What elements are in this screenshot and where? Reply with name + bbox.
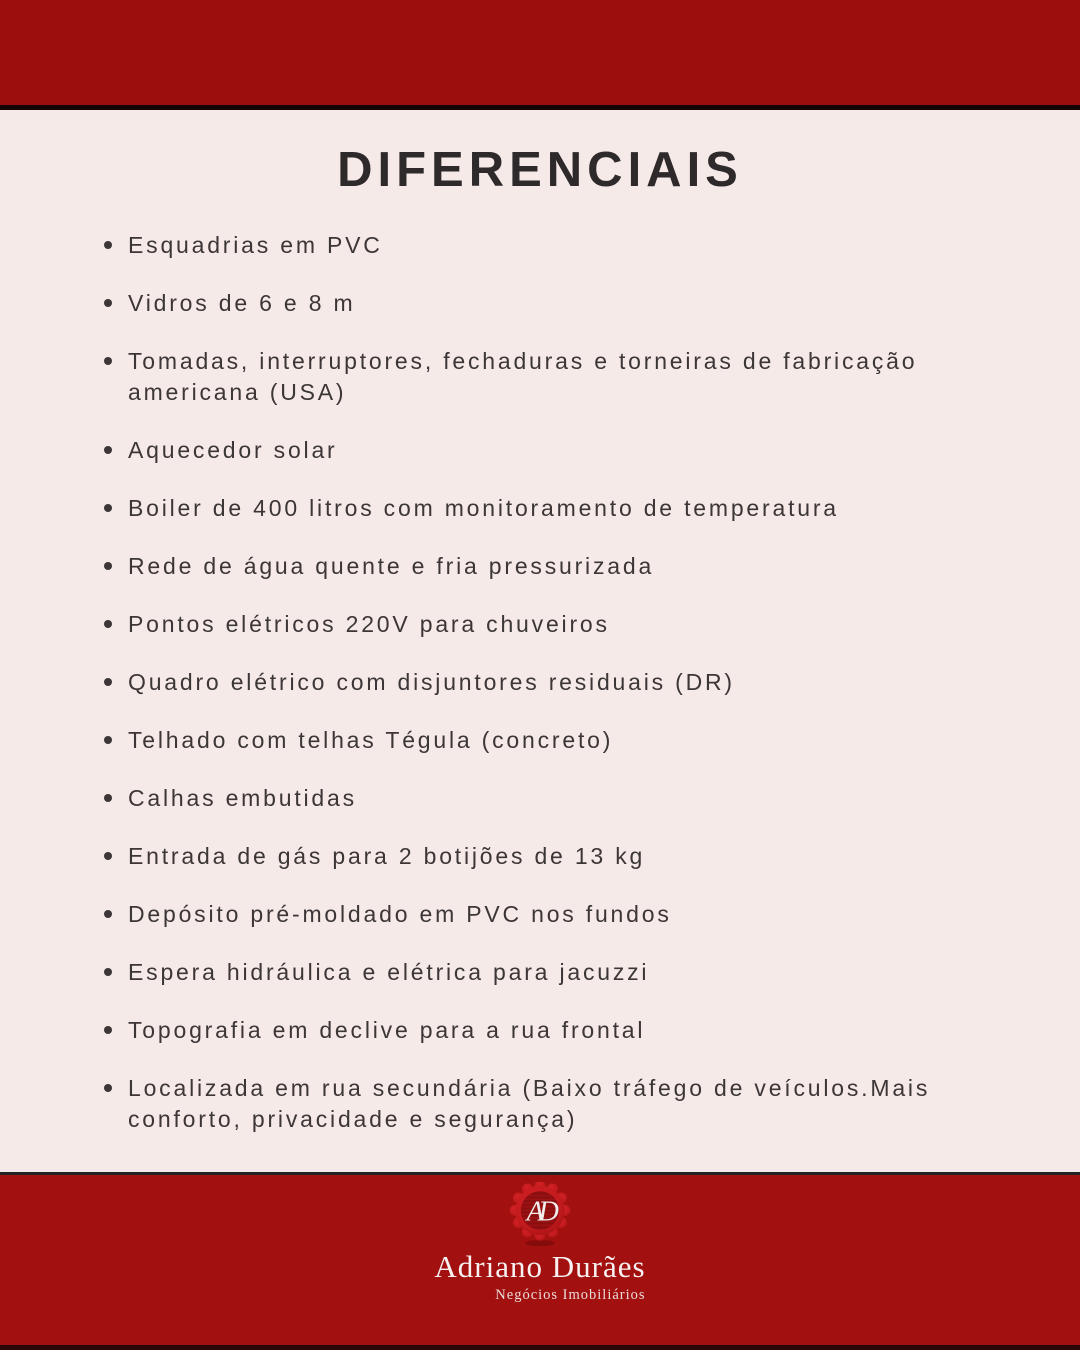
list-item-text: Aquecedor solar [128,437,338,463]
list-item-text: Telhado com telhas Tégula (concreto) [128,727,614,753]
list-item [104,288,996,319]
list-item [104,957,996,988]
list-item-text: Calhas embutidas [128,785,357,811]
list-item [104,1015,996,1046]
list-item [104,551,996,582]
list-item-text: Pontos elétricos 220V para chuveiros [128,611,610,637]
seal-monogram: AD [526,1196,554,1228]
feature-list [0,230,1080,1135]
header-bar [0,0,1080,110]
list-item [104,230,996,261]
bullet-icon [104,794,112,802]
brand-block [434,1250,645,1304]
list-item-text: Entrada de gás para 2 botijões de 13 kg [128,843,646,869]
brand-seal-icon [509,1182,571,1250]
bullet-icon [104,910,112,918]
list-item-text: Tomadas, interruptores, fechaduras e torneiras de fabricação americana (USA) [128,348,918,405]
footer-bar [0,1172,1080,1350]
brand-name: Adriano Durães [434,1249,646,1284]
bullet-icon [104,852,112,860]
list-item [104,667,996,698]
list-item [104,725,996,756]
bullet-icon [104,1084,112,1092]
list-item [104,1073,996,1135]
bullet-icon [104,357,112,365]
page-title: DIFERENCIAIS [337,143,743,197]
bullet-icon [104,446,112,454]
list-item [104,435,996,466]
bullet-icon [104,620,112,628]
bullet-icon [104,968,112,976]
list-item-text: Quadro elétrico com disjuntores residuais (DR) [128,669,735,695]
bullet-icon [104,678,112,686]
list-item-text: Depósito pré-moldado em PVC nos fundos [128,901,672,927]
bullet-icon [104,736,112,744]
content-area [0,142,1080,1204]
list-item-text: Topografia em declive para a rua frontal [128,1017,646,1043]
bullet-icon [104,241,112,249]
list-item [104,493,996,524]
bullet-icon [104,1026,112,1034]
list-item [104,899,996,930]
brand-tagline: Negócios Imobiliários [495,1287,646,1303]
bullet-icon [104,562,112,570]
list-item-text: Vidros de 6 e 8 m [128,290,356,316]
list-item [104,783,996,814]
bullet-icon [104,299,112,307]
list-item-text: Rede de água quente e fria pressurizada [128,553,655,579]
list-item-text: Localizada em rua secundária (Baixo tráfego de veículos.Mais conforto, privacidade e segurança) [128,1075,931,1132]
bullet-icon [104,504,112,512]
list-item [104,841,996,872]
list-item [104,346,996,408]
list-item-text: Boiler de 400 litros com monitoramento de temperatura [128,495,839,521]
list-item-text: Esquadrias em PVC [128,232,383,258]
list-item-text: Espera hidráulica e elétrica para jacuzzi [128,959,650,985]
list-item [104,609,996,640]
